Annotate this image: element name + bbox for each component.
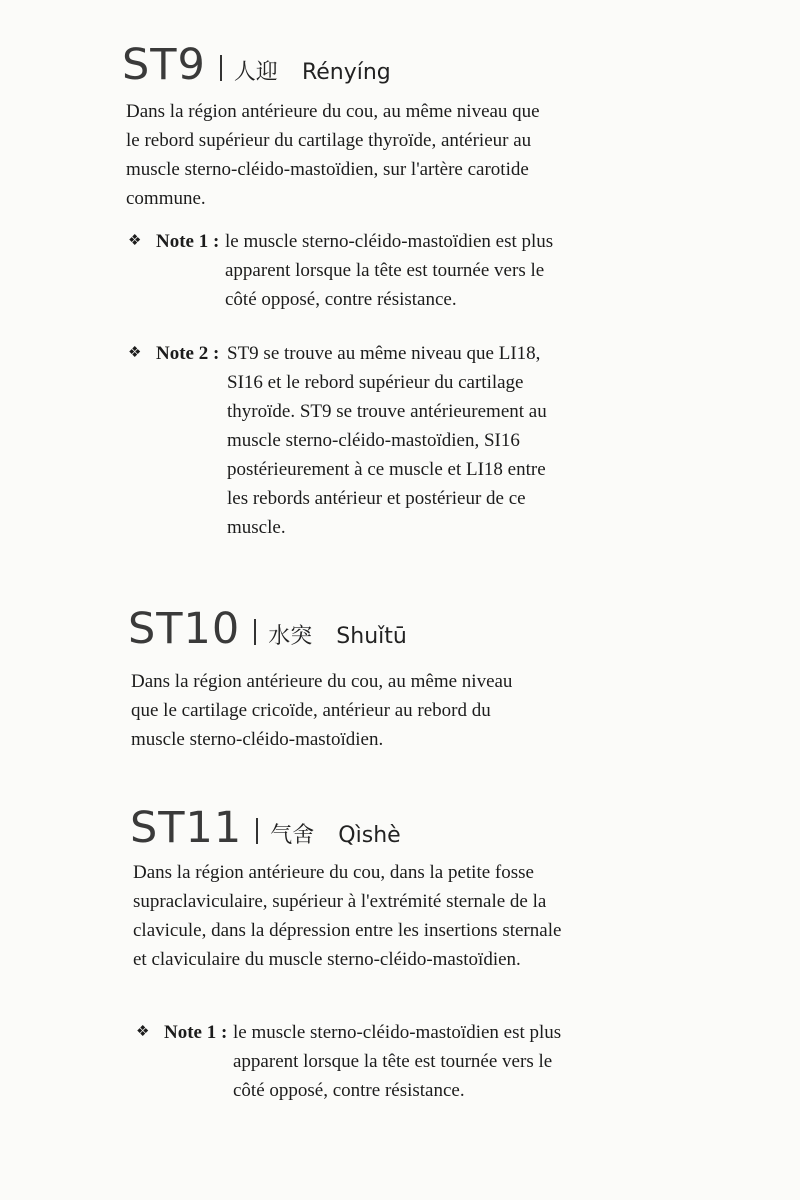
st9-pinyin: Rényíng — [301, 60, 391, 85]
st9-hanzi: 人迎 — [233, 60, 278, 85]
st9-description: Dans la région antérieure du cou, au même niveau que le rebord supérieur du cartilage thyroïde, antérieur au muscle sterno-cléido-mastoïdien, sur l'artère carotide commune. — [126, 101, 540, 209]
st10-hanzi: 水突 — [268, 624, 313, 649]
st11-description: Dans la région antérieure du cou, dans la petite fosse supraclaviculaire, supérieur à l'extrémité sternale de la clavicule, dans la dépression entre les insertions sternale et claviculaire du muscle sterno-cléido-mastoïdien. — [133, 862, 562, 970]
st9-code: ST9 — [122, 40, 206, 90]
note-label: Note 2 : — [156, 343, 220, 364]
st10-code: ST10 — [128, 604, 241, 654]
st10-pinyin: Shuǐtū — [336, 624, 407, 649]
st11-hanzi: 气舍 — [270, 823, 315, 848]
note-label: Note 1 : — [164, 1022, 228, 1043]
st11-pinyin: Qìshè — [338, 823, 401, 848]
heading-divider — [254, 619, 256, 645]
heading-divider — [256, 818, 258, 844]
st11-heading — [130, 803, 401, 853]
heading-divider — [220, 55, 222, 81]
note-text: le muscle sterno-cléido-mastoïdien est plus apparent lorsque la tête est tournée vers le côté opposé, contre résistance. — [225, 231, 554, 310]
st10-heading — [128, 604, 407, 654]
diamond-bullet-icon: ❖ — [136, 1024, 150, 1040]
note-label: Note 1 : — [156, 231, 220, 252]
show-through-ghost — [120, 460, 138, 518]
note-text: le muscle sterno-cléido-mastoïdien est plus apparent lorsque la tête est tournée vers le côté opposé, contre résistance. — [233, 1022, 562, 1101]
st10-description: Dans la région antérieure du cou, au même niveau que le cartilage cricoïde, antérieur au rebord du muscle sterno-cléido-mastoïdien. — [131, 671, 513, 750]
st9-heading — [122, 40, 391, 90]
note-text: ST9 se trouve au même niveau que LI18, SI16 et le rebord supérieur du cartilage thyroïde. ST9 se trouve antérieurement au muscle sterno-cléido-mastoïdien, SI16 postérieurement à ce muscle et LI18 entre les rebords antérieur et postérieur de ce muscle. — [227, 343, 547, 538]
diamond-bullet-icon: ❖ — [128, 233, 142, 249]
st11-code: ST11 — [130, 803, 243, 853]
diamond-bullet-icon: ❖ — [128, 345, 142, 361]
